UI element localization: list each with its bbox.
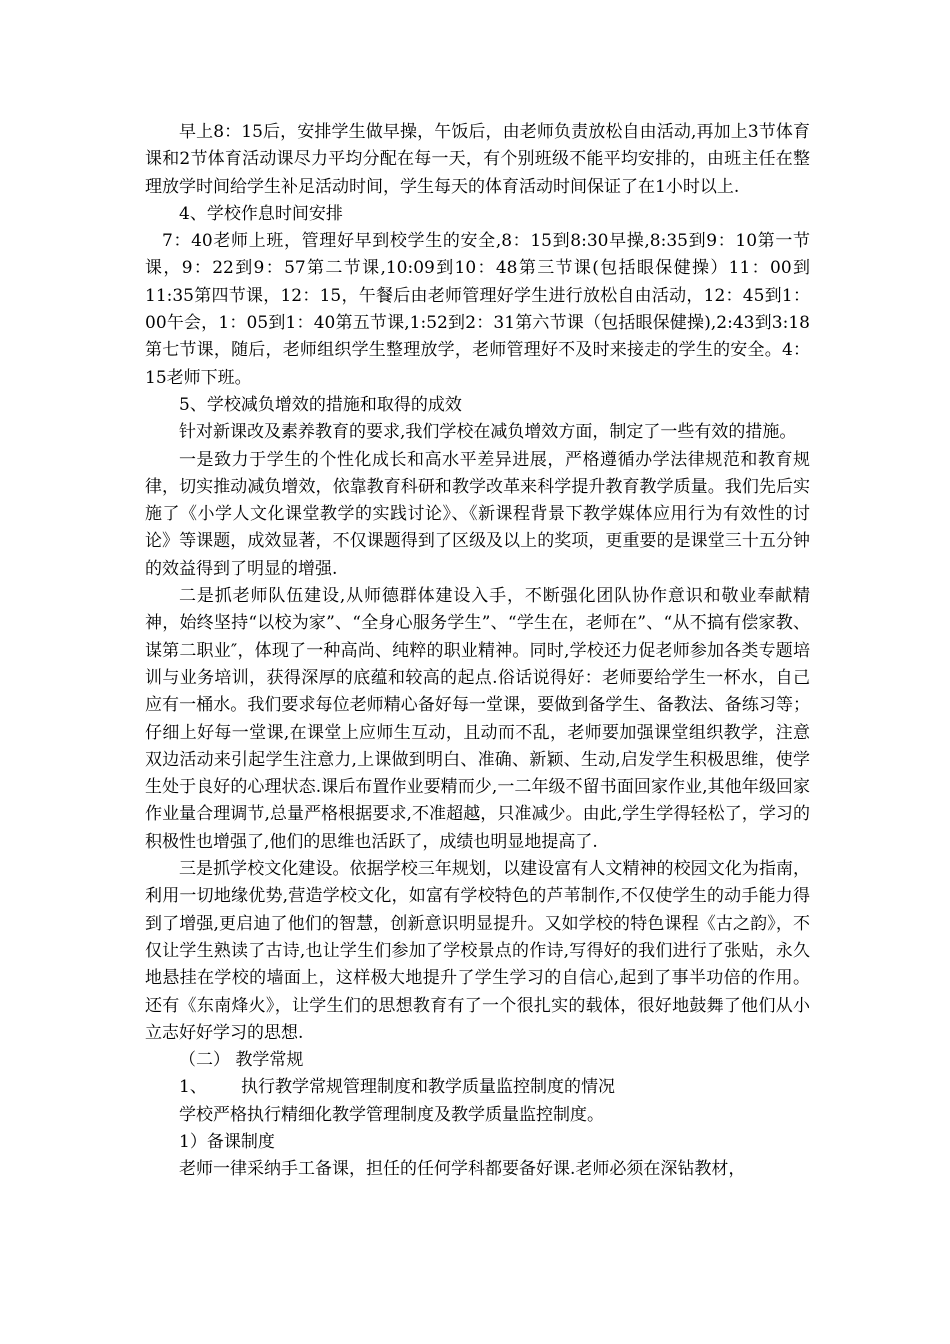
paragraph-point-two: 二是抓老师队伍建设,从师德群体建设入手，不断强化团队协作意识和敬业奉献精神，始终坚持“以校为家”、“全身心服务学生”、“学生在，老师在”、“从不搞有偿家教、谋第二职业″，体现了一种高尚、纯粹的职业精神。同时,学校还力促老师参加各类专题培训与业务培训，获得深厚的底蕴和较高的起点.俗话说得好：老师要给学生一杯水，自己应有一桶水。我们要求每位老师精心备好每一堂课，要做到备学生、备教法、备练习等；仔细上好每一堂课,在课堂上应师生互动，且动而不乱，老师要加强课堂组织教学，注意双边活动来引起学生注意力,上课做到明白、准确、新颖、生动,启发学生积极思维，使学生处于良好的心理状态.课后布置作业要精而少,一二年级不留书面回家作业,其他年级回家作业量合理调节,总量严格根据要求,不准超越，只准减少。由此,学生学得轻松了，学习的积极性也增强了,他们的思维也活跃了，成绩也明显地提高了. — [145, 586, 810, 852]
paragraph-point-three: 三是抓学校文化建设。依据学校三年规划，以建设富有人文精神的校园文化为指南，利用一切地缘优势,营造学校文化，如富有学校特色的芦苇制作,不仅使学生的动手能力得到了增强,更启迪了他们的智慧，创新意识明显提升。又如学校的特色课程《古之韵》，不仅让学生熟读了古诗,也让学生们参加了学校景点的作诗,写得好的我们进行了张贴，永久地悬挂在学校的墙面上，这样极大地提升了学生学习的自信心,起到了事半功倍的作用。还有《东南烽火》，让学生们的思想教育有了一个很扎实的载体，很好地鼓舞了他们从小立志好好学习的思想. — [145, 859, 810, 1043]
item-number: 1、 — [179, 1077, 207, 1098]
heading-teaching-routine: （二） 教学常规 — [179, 1050, 304, 1071]
paragraph-point-one: 一是致力于学生的个性化成长和高水平差异进展，严格遵循办学法律规范和教育规律，切实推动减负增效，依靠教育科研和教学改革来科学提升教育教学质量。我们先后实施了《小学人文化课堂教学的实践讨论》、《新课程背景下教学媒体应用行为有效性的讨论》等课题，成效显著，不仅课题得到了区级及以上的奖项，更重要的是课堂三十五分钟的效益得到了明显的增强. — [145, 449, 810, 579]
paragraph-regulation: 学校严格执行精细化教学管理制度及教学质量监控制度。 — [179, 1104, 604, 1125]
paragraph-measures-intro: 针对新课改及素养教育的要求,我们学校在减负增效方面，制定了一些有效的措施。 — [179, 422, 797, 443]
heading-burden-reduction: 5、学校减负增效的措施和取得的成效 — [179, 394, 462, 415]
heading-schedule: 4、学校作息时间安排 — [179, 203, 343, 224]
heading-regulation-item — [145, 1074, 810, 1101]
item-title: 执行教学常规管理制度和教学质量监控制度的情况 — [241, 1077, 615, 1098]
paragraph-morning-activities: 早上8：15后，安排学生做早操，午饭后，由老师负责放松自由活动,再加上3节体育课和2节体育活动课尽力平均分配在每一天，有个别班级不能平均安排的，由班主任在整理放学时间给学生补足活动时间，学生每天的体育活动时间保证了在1小时以上. — [145, 122, 810, 197]
paragraph-schedule: 7：40老师上班，管理好早到校学生的安全,8：15到8:30早操,8:35到9：10第一节课，9：22到9：57第二节课,10:09到10：48第三节课(包括眼保健操）11：00到11:35第四节课，12：15，午餐后由老师管理好学生进行放松自由活动，12：45到1：00午会，1：05到1：40第五节课,1:52到2：31第六节课（包括眼保健操),2:43到3:18第七节课，随后，老师组织学生整理放学，老师管理好不及时来接走的学生的安全。4：15老师下班。 — [145, 231, 810, 388]
heading-lesson-prep: 1）备课制度 — [179, 1131, 275, 1152]
document-body — [145, 119, 810, 1184]
paragraph-lesson-prep: 老师一律采纳手工备课，担任的任何学科都要备好课.老师必须在深钻教材， — [179, 1159, 746, 1180]
